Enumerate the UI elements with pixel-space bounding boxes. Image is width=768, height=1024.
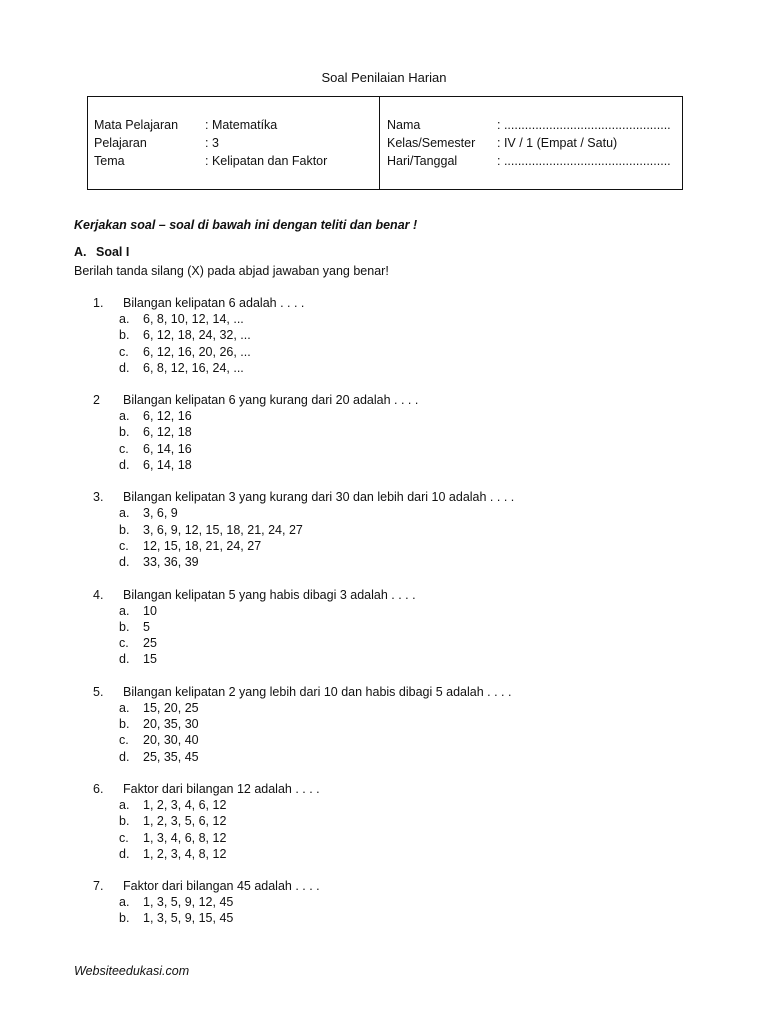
question-text: Bilangan kelipatan 3 yang kurang dari 30 dan lebih dari 10 adalah . . . . bbox=[123, 490, 515, 505]
option-letter[interactable]: b. bbox=[119, 328, 130, 343]
instruction-text: Kerjakan soal – soal di bawah ini dengan teliti dan benar ! bbox=[74, 218, 418, 232]
option-text: 1, 3, 5, 9, 12, 45 bbox=[143, 895, 234, 910]
question-line bbox=[0, 489, 768, 505]
date-field[interactable]: : ................................................ bbox=[497, 154, 671, 168]
option-letter[interactable]: d. bbox=[119, 458, 130, 473]
option-text: 10 bbox=[143, 603, 157, 618]
question-text: Bilangan kelipatan 6 adalah . . . . bbox=[123, 296, 305, 310]
info-label: Tema bbox=[94, 154, 125, 168]
question-list bbox=[0, 295, 768, 943]
answer-option[interactable] bbox=[0, 603, 768, 619]
answer-option[interactable] bbox=[0, 894, 768, 910]
option-letter[interactable]: c. bbox=[119, 733, 129, 748]
answer-option[interactable] bbox=[0, 441, 768, 457]
option-text: 6, 14, 18 bbox=[143, 458, 192, 473]
option-text: 20, 35, 30 bbox=[143, 717, 199, 732]
option-text: 1, 3, 4, 6, 8, 12 bbox=[143, 830, 227, 845]
info-label: Nama bbox=[387, 118, 421, 132]
answer-option[interactable] bbox=[0, 813, 768, 829]
option-text: 3, 6, 9, 12, 15, 18, 21, 24, 27 bbox=[143, 522, 303, 537]
name-field[interactable]: : ................................................ bbox=[497, 118, 671, 132]
option-text: 6, 12, 16 bbox=[143, 409, 192, 424]
question-line bbox=[0, 781, 768, 797]
question-item bbox=[0, 587, 768, 668]
option-letter[interactable]: b. bbox=[119, 522, 130, 537]
info-value: : Kelipatan dan Faktor bbox=[205, 154, 328, 168]
answer-option[interactable] bbox=[0, 797, 768, 813]
option-letter[interactable]: a. bbox=[119, 312, 130, 326]
answer-option[interactable] bbox=[0, 732, 768, 748]
option-text: 3, 6, 9 bbox=[143, 506, 178, 521]
option-letter[interactable]: d. bbox=[119, 652, 130, 667]
answer-option[interactable] bbox=[0, 700, 768, 716]
option-text: 6, 14, 16 bbox=[143, 441, 192, 456]
section-number: A. bbox=[74, 245, 87, 259]
question-number: 1. bbox=[93, 296, 104, 310]
option-letter[interactable]: b. bbox=[119, 619, 130, 634]
option-text: 25, 35, 45 bbox=[143, 749, 199, 764]
info-label: Pelajaran bbox=[94, 136, 147, 150]
option-text: 25 bbox=[143, 636, 157, 651]
option-text: 33, 36, 39 bbox=[143, 555, 199, 570]
option-text: 15 bbox=[143, 652, 157, 667]
option-text: 5 bbox=[143, 619, 150, 634]
question-text: Faktor dari bilangan 45 adalah . . . . bbox=[123, 879, 320, 894]
answer-option[interactable] bbox=[0, 716, 768, 732]
info-value: : 3 bbox=[205, 136, 219, 150]
option-letter[interactable]: b. bbox=[119, 717, 130, 732]
question-item bbox=[0, 489, 768, 570]
question-text: Bilangan kelipatan 2 yang lebih dari 10 dan habis dibagi 5 adalah . . . . bbox=[123, 684, 512, 699]
option-text: 1, 3, 5, 9, 15, 45 bbox=[143, 911, 234, 926]
option-letter[interactable]: b. bbox=[119, 911, 130, 926]
option-letter[interactable]: b. bbox=[119, 425, 130, 440]
answer-option[interactable] bbox=[0, 505, 768, 521]
section-label: Soal I bbox=[96, 245, 130, 259]
question-text: Faktor dari bilangan 12 adalah . . . . bbox=[123, 781, 320, 796]
answer-option[interactable] bbox=[0, 424, 768, 440]
question-item bbox=[0, 295, 768, 376]
option-letter[interactable]: a. bbox=[119, 506, 130, 521]
info-left-column bbox=[88, 97, 380, 189]
info-label: Kelas/Semester bbox=[387, 136, 476, 150]
option-letter[interactable]: d. bbox=[119, 555, 130, 570]
question-line bbox=[0, 587, 768, 603]
info-value: : Matematíka bbox=[205, 118, 278, 132]
question-text: Bilangan kelipatan 5 yang habis dibagi 3 adalah . . . . bbox=[123, 587, 416, 602]
option-letter[interactable]: d. bbox=[119, 360, 130, 375]
footer-website[interactable]: Websiteedukasi.com bbox=[74, 964, 190, 978]
option-text: 1, 2, 3, 5, 6, 12 bbox=[143, 814, 227, 829]
answer-option[interactable] bbox=[0, 408, 768, 424]
option-letter[interactable]: c. bbox=[119, 344, 129, 359]
option-text: 6, 12, 18 bbox=[143, 425, 192, 440]
question-line bbox=[0, 392, 768, 408]
answer-option[interactable] bbox=[0, 327, 768, 343]
question-number: 2 bbox=[93, 393, 100, 408]
option-letter[interactable]: c. bbox=[119, 538, 129, 553]
option-letter[interactable]: d. bbox=[119, 749, 130, 764]
page-title: Soal Penilaian Harian bbox=[321, 70, 447, 85]
question-number: 4. bbox=[93, 587, 104, 602]
question-line bbox=[0, 684, 768, 700]
info-right-column bbox=[380, 97, 682, 189]
option-letter[interactable]: a. bbox=[119, 700, 130, 715]
option-text: 12, 15, 18, 21, 24, 27 bbox=[143, 538, 262, 553]
answer-option[interactable] bbox=[0, 635, 768, 651]
answer-option[interactable] bbox=[0, 619, 768, 635]
option-letter[interactable]: a. bbox=[119, 895, 130, 910]
question-text: Bilangan kelipatan 6 yang kurang dari 20 adalah . . . . bbox=[123, 393, 419, 408]
info-table bbox=[87, 96, 683, 190]
question-line bbox=[0, 878, 768, 894]
question-number: 6. bbox=[93, 781, 104, 796]
answer-option[interactable] bbox=[0, 457, 768, 473]
answer-option[interactable] bbox=[0, 538, 768, 554]
option-letter[interactable]: b. bbox=[119, 814, 130, 829]
question-number: 7. bbox=[93, 879, 104, 894]
answer-option[interactable] bbox=[0, 344, 768, 360]
option-text: 6, 8, 12, 16, 24, ... bbox=[143, 360, 244, 375]
option-letter[interactable]: d. bbox=[119, 846, 130, 861]
answer-option[interactable] bbox=[0, 311, 768, 327]
answer-option[interactable] bbox=[0, 522, 768, 538]
option-letter[interactable]: c. bbox=[119, 636, 129, 651]
answer-option[interactable] bbox=[0, 360, 768, 376]
section-heading bbox=[74, 245, 129, 259]
answer-option[interactable] bbox=[0, 554, 768, 570]
question-number: 3. bbox=[93, 490, 104, 505]
option-text: 15, 20, 25 bbox=[143, 700, 199, 715]
option-letter[interactable]: c. bbox=[119, 830, 129, 845]
option-text: 1, 2, 3, 4, 8, 12 bbox=[143, 846, 227, 861]
option-letter[interactable]: c. bbox=[119, 441, 129, 456]
option-letter[interactable]: a. bbox=[119, 409, 130, 424]
answer-option[interactable] bbox=[0, 910, 768, 926]
answer-option[interactable] bbox=[0, 830, 768, 846]
option-text: 6, 12, 16, 20, 26, ... bbox=[143, 344, 251, 359]
question-item bbox=[0, 684, 768, 765]
option-text: 20, 30, 40 bbox=[143, 733, 199, 748]
answer-option[interactable] bbox=[0, 846, 768, 862]
question-item bbox=[0, 781, 768, 862]
answer-option[interactable] bbox=[0, 651, 768, 667]
option-letter[interactable]: a. bbox=[119, 603, 130, 618]
question-number: 5. bbox=[93, 684, 104, 699]
info-value: : IV / 1 (Empat / Satu) bbox=[497, 136, 618, 150]
question-line bbox=[0, 295, 768, 311]
sub-instruction: Berilah tanda silang (X) pada abjad jawaban yang benar! bbox=[74, 264, 389, 278]
info-label: Hari/Tanggal bbox=[387, 154, 458, 168]
option-text: 1, 2, 3, 4, 6, 12 bbox=[143, 797, 227, 812]
answer-option[interactable] bbox=[0, 749, 768, 765]
option-text: 6, 12, 18, 24, 32, ... bbox=[143, 328, 251, 343]
question-item bbox=[0, 878, 768, 927]
option-letter[interactable]: a. bbox=[119, 797, 130, 812]
option-text: 6, 8, 10, 12, 14, ... bbox=[143, 312, 244, 326]
question-item bbox=[0, 392, 768, 473]
info-label: Mata Pelajaran bbox=[94, 118, 179, 132]
